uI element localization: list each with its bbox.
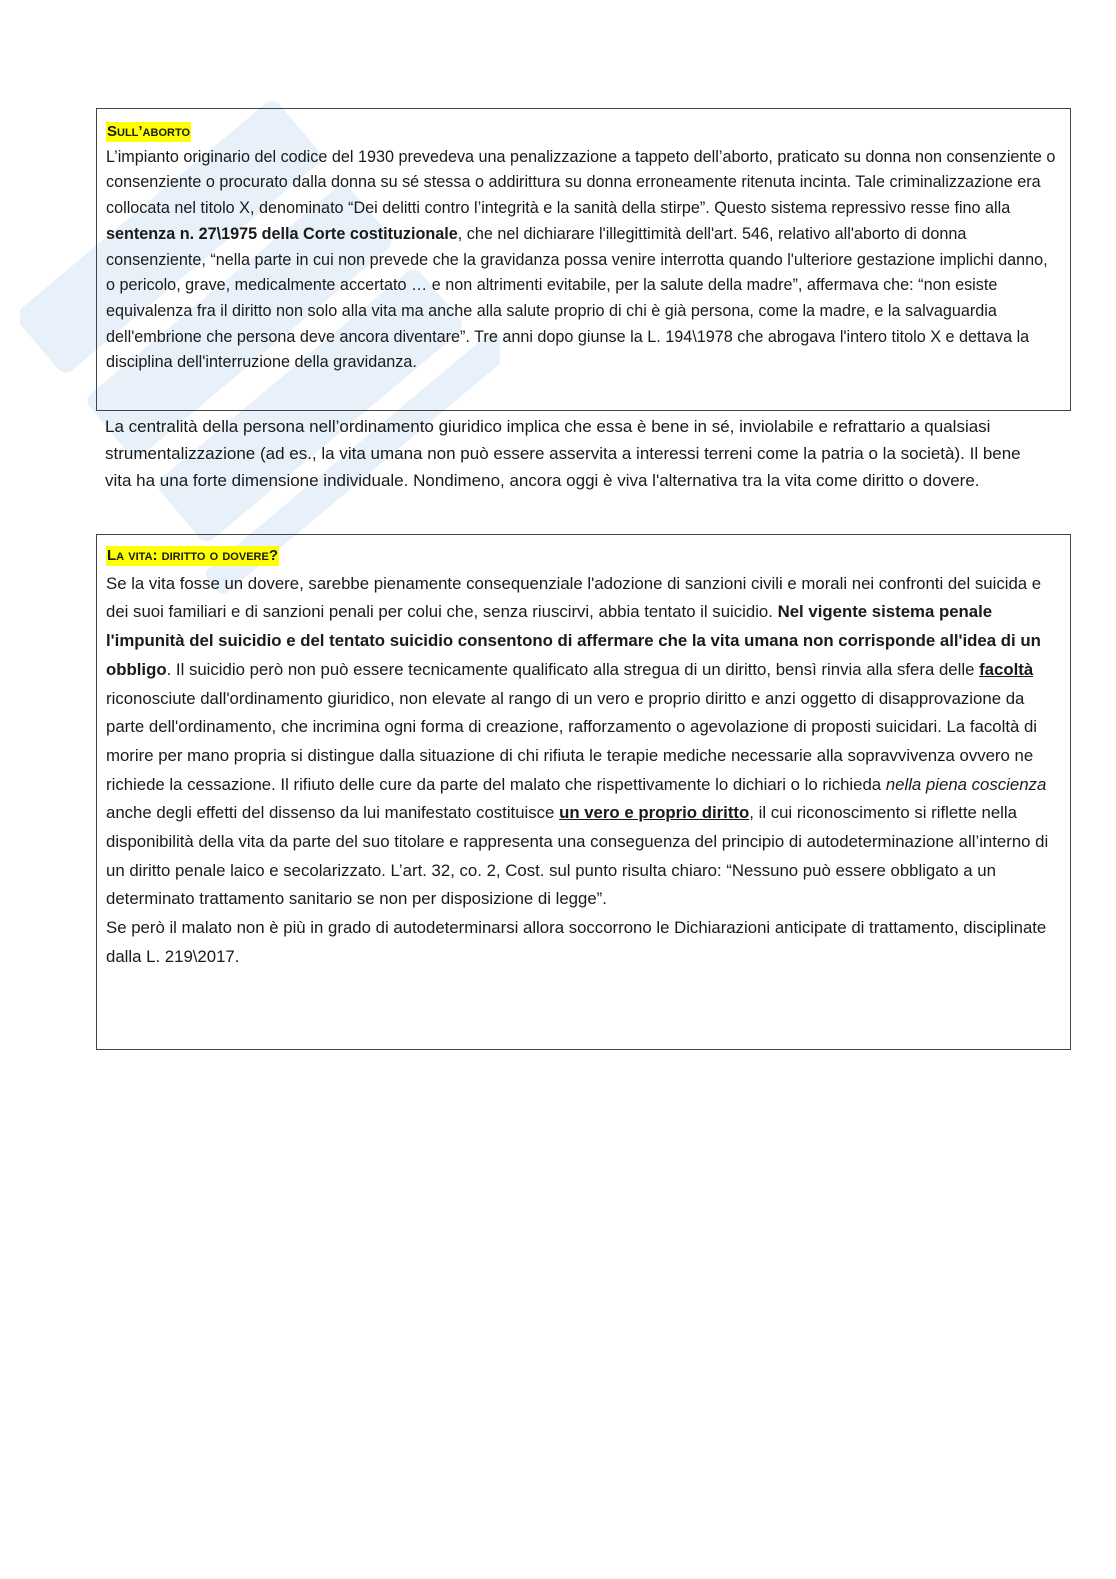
abortion-section-text: L’impianto originario del codice del 1930 prevedeva una penalizzazione a tappeto dell’aborto, praticato su donna non consenziente o consenziente o procurato dalla donna su sé stessa o addirittura su donna erroneamente ritenuta incinta. Tale criminalizzazione era collocata nel titolo X, denominato “Dei delitti contro l’integrità e la sanità della stirpe”. Questo sistema repressivo resse fino alla sentenza n. 27\1975 della Corte costituzionale, che nel dichiarare l'illegittimità dell'art. 546, relativo all'aborto di donna consenziente, “nella parte in cui non prevede che la gravidanza possa venire interrotta quando l'ulteriore gestazione implichi danno, o pericolo, grave, medicalmente accertato … e non altrimenti evitabile, per la salute della madre”, affermava che: “non esiste equivalenza fra il diritto non solo alla vita ma anche alla salute proprio di chi è già persona, come la madre, e la salvaguardia dell'embrione che persona deve ancora diventare”. Tre anni dopo giunse la L. 194\1978 che abrogava l'intero titolo X e dettava la disciplina dell'interruzione della gravidanza. [106, 147, 1056, 372]
advance-directives-paragraph: Se però il malato non è più in grado di autodeterminarsi allora soccorrono le Dichiarazioni anticipate di trattamento, disciplinate dalla L. 219\2017. [106, 918, 1047, 966]
abortion-section-heading: Sull’aborto [107, 123, 191, 140]
true-right-term: un vero e proprio diritto [559, 803, 750, 823]
person-centrality-paragraph: La centralità della persona nell’ordinamento giuridico implica che essa è bene in sé, inviolabile e refrattario a qualsiasi strumentalizzazione (ad es., la vita umana non può essere asservita a interessi terreni come la patria o la società). Il bene vita ha una forte dimensione individuale. Nondimeno, ancora oggi è viva l'alternativa tra la vita come diritto o dovere. [105, 417, 1021, 491]
constitutional-ruling-reference: sentenza n. 27\1975 della Corte costituzionale [106, 224, 458, 243]
suicide-impunity-statement: Nel vigente sistema penale l'impunità del suicidio e del tentato suicidio consentono di affermare che la vita umana non corrisponde all'idea di un obbligo [106, 602, 1041, 679]
life-section-heading: La vita: diritto o dovere? [107, 547, 278, 564]
faculty-term: facoltà [979, 659, 1034, 679]
life-section-text: Se la vita fosse un dovere, sarebbe pienamente consequenziale l'adozione di sanzioni civili e morali nei confronti del suicida e dei suoi familiari e di sanzioni penali per colui che, senza riuscirvi, abbia tentato il suicidio. Nel vigente sistema penale l'impunità del suicidio e del tentato suicidio consentono di affermare che la vita umana non corrisponde all'idea di un obbligo. Il suicidio però non può essere tecnicamente qualificato alla stregua di un diritto, bensì rinvia alla sfera delle facoltà riconosciute dall'ordinamento giuridico, non elevate al rango di un vero e proprio diritto e anzi oggetto di disapprovazione da parte dell'ordinamento, che incrimina ogni forma di creazione, rafforzamento o agevolazione di proposti suicidari. La facoltà di morire per mano propria si distingue dalla situazione di chi rifiuta le terapie mediche necessarie alla sopravvivenza ovvero ne richiede la cessazione. Il rifiuto delle cure da parte del malato che rispettivamente lo dichiari o lo richieda nella piena coscienza anche degli effetti del dissenso da lui manifestato costituisce un vero e proprio diritto, il cui riconoscimento si riflette nella disponibilità della vita da parte del suo titolare e rappresenta una conseguenza del principio di autodeterminazione all’interno di un diritto penale laico e secolarizzato. L’art. 32, co. 2, Cost. sul punto risulta chiaro: “Nessuno può essere obbligato a un determinato trattamento sanitario se non per disposizione di legge”. [106, 573, 1049, 909]
abortion-section-box [96, 108, 1071, 411]
life-right-or-duty-section-box [96, 534, 1071, 1050]
full-consciousness-term: nella piena coscienza [885, 774, 1047, 794]
